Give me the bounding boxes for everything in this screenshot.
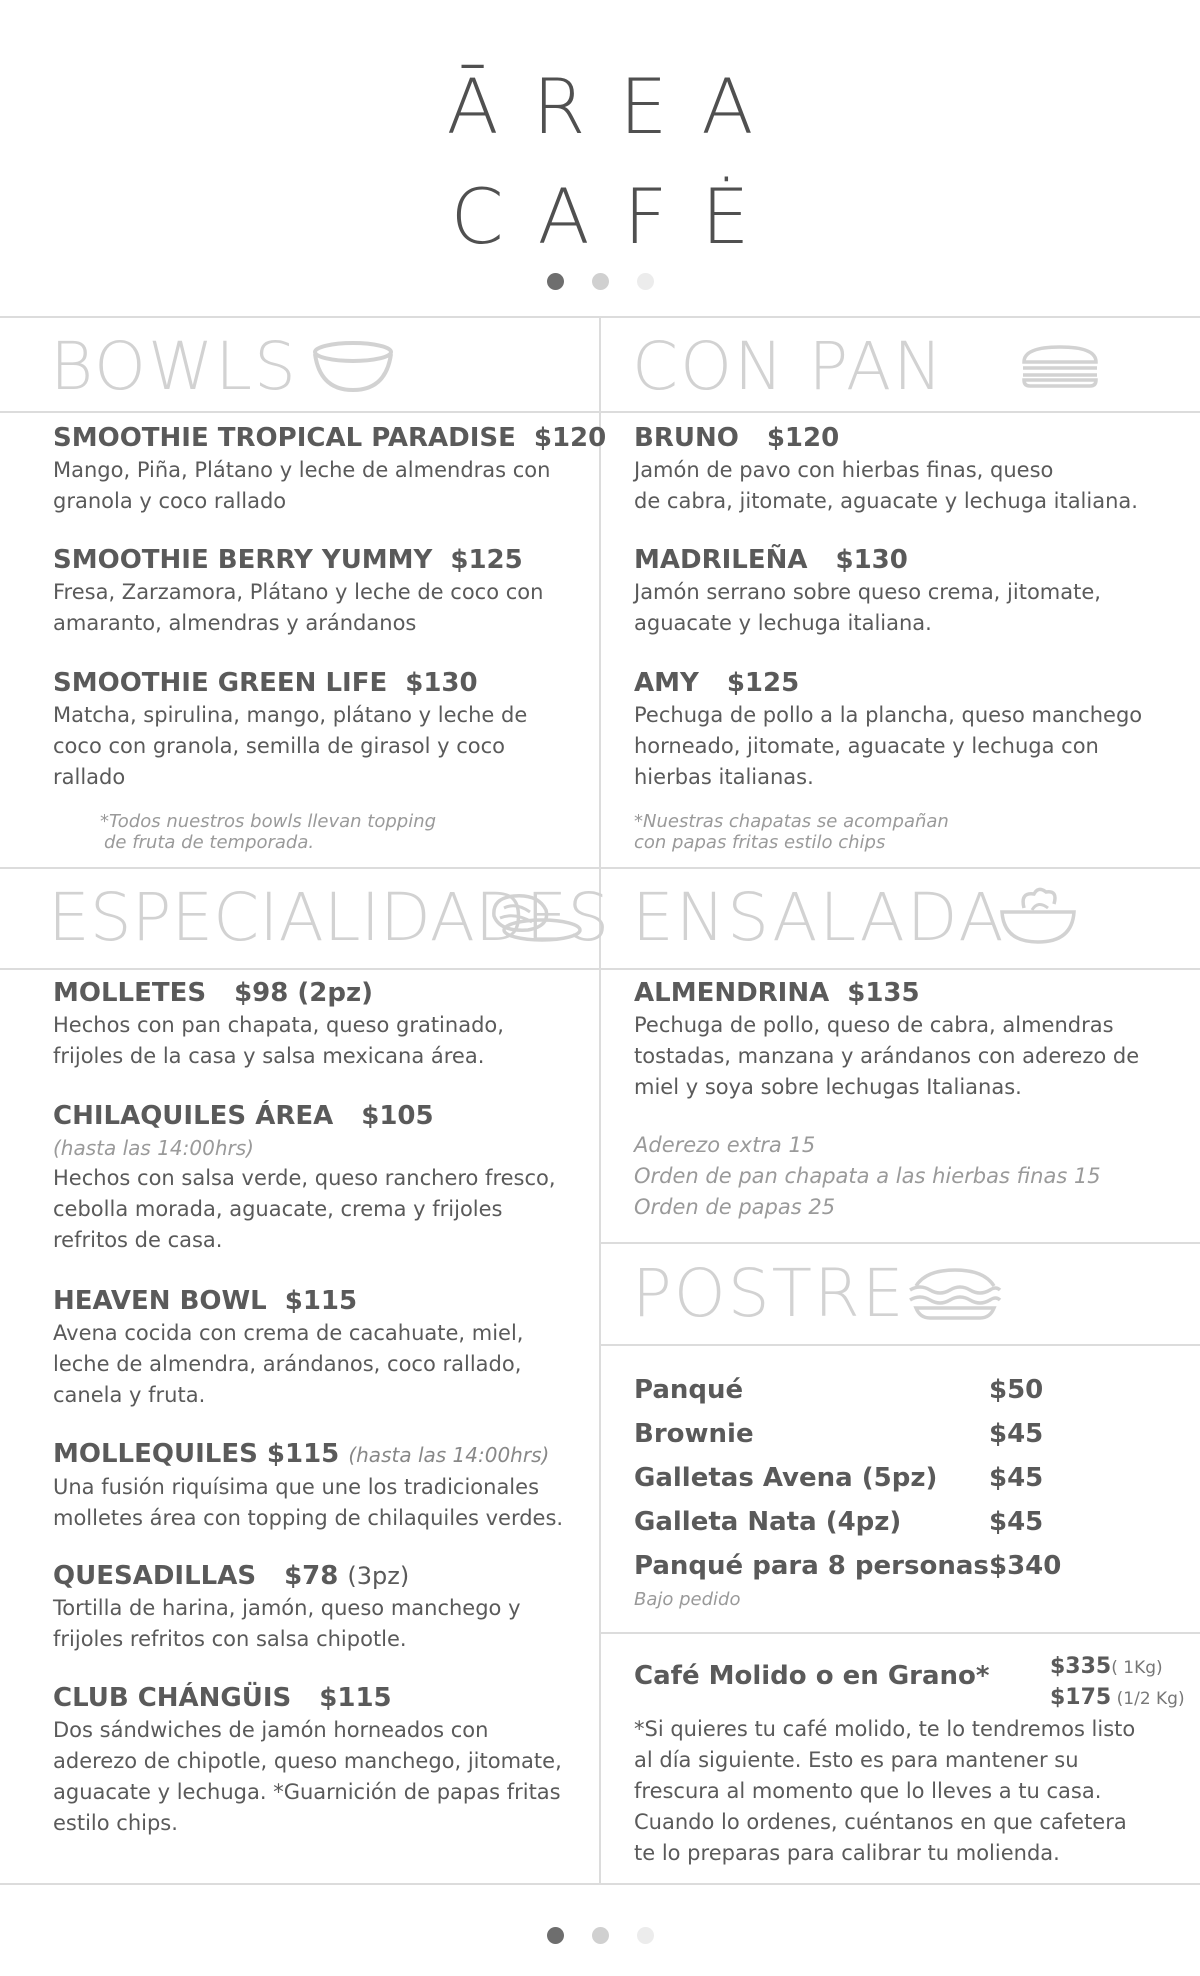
menu-item[interactable] xyxy=(53,1284,553,1411)
dessert-row[interactable] xyxy=(634,1461,1104,1495)
page-dot-1[interactable] xyxy=(547,1927,564,1944)
extras-list xyxy=(634,1130,1101,1223)
item-name: MOLLETES xyxy=(53,978,207,1008)
coffee-item-name[interactable]: Café Molido o en Grano* xyxy=(634,1661,990,1691)
footnote-line: *Todos nuestros bowls llevan topping xyxy=(100,811,437,832)
item-price: $120 xyxy=(766,423,840,453)
coffee-price-half-kg xyxy=(1050,1683,1185,1714)
sandwich-icon xyxy=(1020,344,1100,388)
item-name: MOLLEQUILES xyxy=(53,1439,258,1469)
item-description: Jamón serrano sobre queso crema, jitomate, aguacate y lechuga italiana. xyxy=(634,580,1101,635)
dessert-price: $45 xyxy=(989,1507,1044,1537)
item-name: SMOOTHIE TROPICAL PARADISE xyxy=(53,423,516,453)
menu-item[interactable] xyxy=(634,421,1138,517)
page-dot-1[interactable] xyxy=(547,273,564,290)
item-description: Tortilla de harina, jamón, queso manchego y frijoles refritos con salsa chipotle. xyxy=(53,1596,521,1651)
item-price: $78 xyxy=(284,1561,339,1591)
item-price: $125 xyxy=(450,545,523,575)
item-description: Avena cocida con crema de cacahuate, miel, leche de almendra, arándanos, coco rallado, canela y fruta. xyxy=(53,1321,524,1407)
desc-line: Una fusión riquísima que une los tradicionales xyxy=(53,1475,540,1499)
section-title-especialidades: ESPECIALIDADES xyxy=(48,879,610,956)
page-dot-2[interactable] xyxy=(592,273,609,290)
coffee-unit: (1/2 Kg) xyxy=(1111,1689,1185,1709)
logo-line-2: CAFĖ xyxy=(450,172,784,261)
footnote xyxy=(100,811,436,853)
divider xyxy=(600,1242,1200,1244)
dessert-price: $50 xyxy=(989,1375,1044,1405)
dessert-row[interactable] xyxy=(634,1505,1104,1539)
item-description: Pechuga de pollo, queso de cabra, almendras tostadas, manzana y arándanos con aderezo de miel y soya sobre lechugas Italianas. xyxy=(634,1013,1140,1099)
item-name: MADRILEÑA xyxy=(634,545,808,575)
dessert-name: Brownie xyxy=(634,1419,754,1449)
item-description xyxy=(634,455,1138,517)
footnote xyxy=(634,811,949,853)
dessert-name: Galletas Avena (5pz) xyxy=(634,1463,938,1493)
dessert-price: $45 xyxy=(989,1419,1044,1449)
item-name: SMOOTHIE BERRY YUMMY xyxy=(53,545,433,575)
footnote-line: con papas fritas estilo chips xyxy=(634,832,886,853)
menu-item[interactable] xyxy=(53,976,563,1072)
coffee-price-1kg xyxy=(1050,1652,1163,1683)
dessert-row[interactable] xyxy=(634,1549,1104,1583)
menu-item[interactable] xyxy=(634,976,1154,1103)
item-price: $115 xyxy=(266,1439,340,1469)
page-indicator-top xyxy=(0,273,1200,290)
dessert-price: $340 xyxy=(989,1551,1062,1581)
item-note: (hasta las 14:00hrs) xyxy=(348,1443,550,1467)
section-title-postre: POSTRE xyxy=(632,1255,906,1332)
item-description: Mango, Piña, Plátano y leche de almendras con granola y coco rallado xyxy=(53,458,551,513)
extra-item: Aderezo extra 15 xyxy=(634,1133,816,1157)
item-price: $125 xyxy=(726,668,800,698)
menu-item[interactable] xyxy=(53,421,606,517)
pie-icon xyxy=(906,1266,1004,1322)
bowl-icon xyxy=(310,338,396,396)
item-price: $115 xyxy=(284,1286,358,1316)
footnote-line: *Nuestras chapatas se acompañan xyxy=(634,811,949,832)
section-title-ensalada: ENSALADA xyxy=(632,879,1006,956)
page-dot-3[interactable] xyxy=(637,273,654,290)
item-description xyxy=(53,1472,563,1534)
item-description: Matcha, spirulina, mango, plátano y leche de coco con granola, semilla de girasol y coco rallado xyxy=(53,703,528,789)
menu-item[interactable] xyxy=(53,1681,578,1839)
footnote-line: de fruta de temporada. xyxy=(104,832,315,853)
extra-item: Orden de papas 25 xyxy=(634,1195,836,1219)
column-divider xyxy=(599,316,601,1884)
salad-icon xyxy=(998,884,1078,948)
divider xyxy=(600,1344,1200,1346)
item-name: HEAVEN BOWL xyxy=(53,1286,267,1316)
coffee-description: *Si quieres tu café molido, te lo tendremos listo al día siguiente. Esto es para mantener su frescura al momento que lo lleves a tu casa. Cuando lo ordenes, cuéntanos en que cafetera te lo preparas para calibrar tu molienda. xyxy=(634,1717,1136,1865)
item-note: (hasta las 14:00hrs) xyxy=(53,1136,254,1160)
item-price: $98 (2pz) xyxy=(234,978,374,1008)
desc-line: de cabra, jitomate, aguacate y lechuga italiana. xyxy=(634,489,1138,513)
item-price: $105 xyxy=(361,1101,434,1131)
dessert-note: Bajo pedido xyxy=(634,1589,741,1610)
item-price: $115 xyxy=(319,1683,392,1713)
item-name: SMOOTHIE GREEN LIFE xyxy=(53,668,388,698)
item-name: ALMENDRINA xyxy=(634,978,830,1008)
menu-item[interactable] xyxy=(634,666,1164,793)
item-description: Fresa, Zarzamora, Plátano y leche de coco con amaranto, almendras y arándanos xyxy=(53,580,544,635)
dessert-name: Galleta Nata (4pz) xyxy=(634,1507,902,1537)
section-title-con-pan: CON PAN xyxy=(632,328,945,405)
dessert-row[interactable] xyxy=(634,1373,1104,1407)
coffee-unit: ( 1Kg) xyxy=(1111,1658,1163,1678)
logo-line-1: ĀREA xyxy=(446,62,788,151)
coffee-price: $175 xyxy=(1050,1685,1112,1710)
item-price: $120 xyxy=(533,423,607,453)
logo xyxy=(0,52,1200,272)
item-description: Hechos con salsa verde, queso ranchero fresco, cebolla morada, aguacate, crema y frijoles refritos de casa. xyxy=(53,1166,556,1252)
desc-line: Jamón de pavo con hierbas finas, queso xyxy=(634,458,1054,482)
dessert-price: $45 xyxy=(989,1463,1044,1493)
item-name: QUESADILLAS xyxy=(53,1561,257,1591)
menu-item[interactable] xyxy=(53,1437,563,1534)
dessert-name: Panqué xyxy=(634,1375,744,1405)
item-description: Hechos con pan chapata, queso gratinado, frijoles de la casa y salsa mexicana área. xyxy=(53,1013,504,1068)
page-dot-3[interactable] xyxy=(637,1927,654,1944)
page-indicator-bottom xyxy=(0,1927,1200,1944)
item-name: BRUNO xyxy=(634,423,739,453)
menu-item[interactable] xyxy=(53,543,573,639)
menu-item[interactable] xyxy=(53,1559,553,1655)
section-title-bowls: BOWLS xyxy=(50,328,298,405)
item-description: Dos sándwiches de jamón horneados con aderezo de chipotle, queso manchego, jitomate, aguacate y lechuga. *Guarnición de papas fritas estilo chips. xyxy=(53,1718,562,1835)
dessert-name: Panqué para 8 personas xyxy=(634,1551,989,1581)
item-name: CLUB CHÁNGÜIS xyxy=(53,1683,292,1713)
item-price: $130 xyxy=(405,668,478,698)
bread-icon xyxy=(486,888,584,946)
divider xyxy=(600,1632,1200,1634)
item-price: $130 xyxy=(835,545,908,575)
item-quantity: (3pz) xyxy=(347,1562,410,1590)
page-dot-2[interactable] xyxy=(592,1927,609,1944)
dessert-row[interactable] xyxy=(634,1417,1104,1451)
desc-line: molletes área con topping de chilaquiles verdes. xyxy=(53,1506,564,1530)
item-name: CHILAQUILES ÁREA xyxy=(53,1101,334,1131)
extra-item: Orden de pan chapata a las hierbas finas 15 xyxy=(634,1164,1101,1188)
menu-item[interactable] xyxy=(53,1099,573,1256)
item-name: AMY xyxy=(634,668,699,698)
item-description: Pechuga de pollo a la plancha, queso manchego horneado, jitomate, aguacate y lechuga con hierbas italianas. xyxy=(634,703,1143,789)
menu-item[interactable] xyxy=(53,666,563,793)
menu-item[interactable] xyxy=(634,543,1154,639)
coffee-price: $335 xyxy=(1050,1654,1112,1679)
item-price: $135 xyxy=(847,978,920,1008)
